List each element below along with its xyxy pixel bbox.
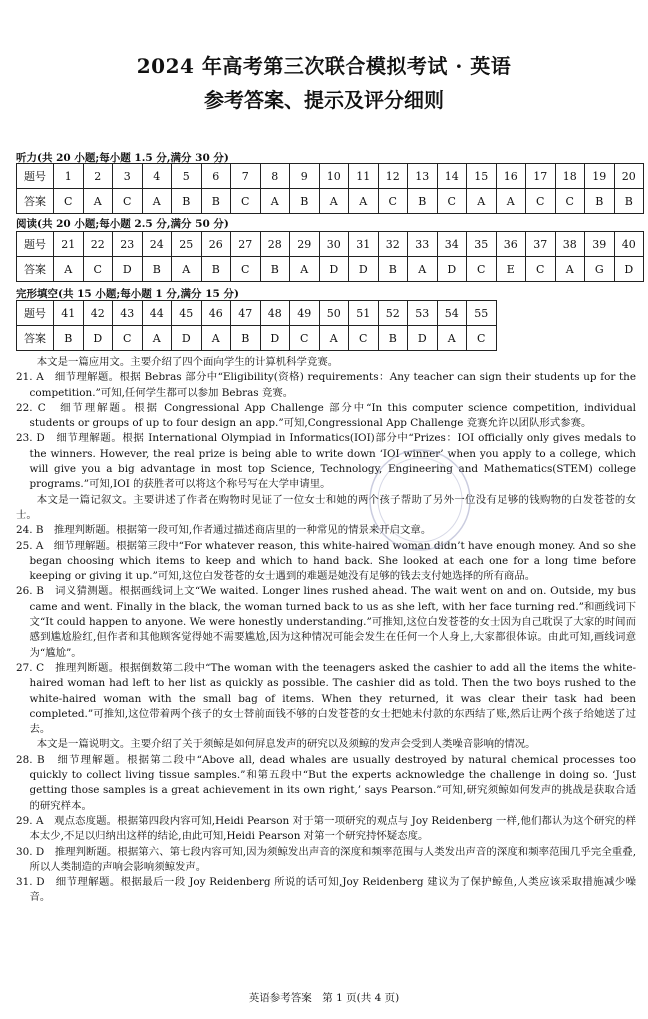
answer-cell: B: [142, 257, 172, 282]
answer-cell: C: [526, 257, 556, 282]
answer-cell: C: [467, 326, 497, 351]
answer-cell: A: [437, 326, 467, 351]
section-heading-reading: 阅读(共 20 小题;每小题 2.5 分,满分 50 分): [16, 218, 229, 230]
answer-cell: A: [555, 257, 585, 282]
question-number: 14: [437, 164, 467, 189]
answer-cell: B: [585, 189, 615, 214]
table-row: [17, 257, 644, 282]
watermark-stamp: [360, 440, 480, 560]
question-number: 20: [614, 164, 644, 189]
table-row: [17, 301, 497, 326]
document-title: 2024 年高考第三次联合模拟考试 · 英语: [136, 54, 512, 78]
answer-cell: G: [585, 257, 615, 282]
answer-cell: C: [555, 189, 585, 214]
question-number: 12: [378, 164, 408, 189]
answer-table-listening: [16, 163, 644, 214]
question-number: 42: [83, 301, 113, 326]
question-number: 49: [290, 301, 320, 326]
question-number: 46: [201, 301, 231, 326]
section-heading-cloze: 完形填空(共 15 小题;每小题 1 分,满分 15 分): [16, 288, 239, 300]
row-label: 答案: [17, 189, 54, 214]
question-number: 15: [467, 164, 497, 189]
question-number: 50: [319, 301, 349, 326]
question-number: 30: [319, 232, 349, 257]
question-number: 21: [54, 232, 84, 257]
answer-cell: D: [614, 257, 644, 282]
question-number: 9: [290, 164, 320, 189]
explanation-item: 31. D 细节理解题。根据最后一段 Joy Reidenberg 所说的话可知,Joy Reidenberg 建议为了保护鲸鱼,人类应该采取措施减少噪音。: [16, 876, 636, 904]
question-number: 18: [555, 164, 585, 189]
question-number: 8: [260, 164, 290, 189]
question-number: 31: [349, 232, 379, 257]
question-number: 29: [290, 232, 320, 257]
answer-cell: B: [378, 326, 408, 351]
answer-cell: B: [172, 189, 202, 214]
answer-cell: A: [142, 189, 172, 214]
answer-cell: B: [378, 257, 408, 282]
row-label: 题号: [17, 164, 54, 189]
answer-cell: B: [260, 257, 290, 282]
question-number: 26: [201, 232, 231, 257]
answer-cell: D: [83, 326, 113, 351]
question-number: 2: [83, 164, 113, 189]
question-number: 3: [113, 164, 143, 189]
explanation-item: 28. B 细节理解题。根据第二段中“Above all, dead whales are usually destroyed by natural chemical processes too quickly to collect living tissue samples.”和第五段中“But the experts acknowledge the challenge in doing so. ‘Just getting those samples is a great achievement in its own right,’ says Pearson.”可知,研究须鲸如何发声的挑战是获取合适的研究样本。: [16, 753, 636, 812]
answer-cell: B: [231, 326, 261, 351]
answer-cell: C: [54, 189, 84, 214]
answer-cell: D: [319, 257, 349, 282]
answer-cell: C: [526, 189, 556, 214]
question-number: 33: [408, 232, 438, 257]
answer-cell: B: [290, 189, 320, 214]
question-number: 22: [83, 232, 113, 257]
question-number: 45: [172, 301, 202, 326]
explanation-item: 23. D 细节理解题。根据 International Olympiad in Informatics(IOI)部分中“Prizes：IOI officially only gives medals to the winners. However, the real prize is being able to write down ‘IOI winner’ when you apply to a college, which will give you a big advantage in most top Science, Technology, Engineering and Mathematics(STEM) college programs.”可知,IOI 的获胜者可以将这个称号写在大学申请里。: [16, 432, 636, 491]
answer-cell: A: [172, 257, 202, 282]
question-number: 25: [172, 232, 202, 257]
question-number: 41: [54, 301, 84, 326]
answer-cell: C: [378, 189, 408, 214]
question-number: 51: [349, 301, 379, 326]
answer-cell: A: [290, 257, 320, 282]
question-number: 55: [467, 301, 497, 326]
question-number: 38: [555, 232, 585, 257]
question-number: 17: [526, 164, 556, 189]
question-number: 37: [526, 232, 556, 257]
explanations-body: [16, 355, 636, 906]
question-number: 40: [614, 232, 644, 257]
passage-summary: 本文是一篇记叙文。主要讲述了作者在购物时见证了一位女士和她的两个孩子帮助了另外一位没有足够的钱购物的白发苍苍的女士。: [16, 493, 636, 521]
answer-cell: A: [260, 189, 290, 214]
explanation-item: 21. A 细节理解题。根据 Bebras 部分中“Eligibility(资格) requirements：Any teacher can sign their students up for the competition.”可知,任何学生都可以参加 Bebras 竞赛。: [16, 371, 636, 399]
answer-cell: A: [54, 257, 84, 282]
question-number: 11: [349, 164, 379, 189]
question-number: 1: [54, 164, 84, 189]
answer-cell: E: [496, 257, 526, 282]
question-number: 27: [231, 232, 261, 257]
question-number: 53: [408, 301, 438, 326]
explanation-item: 25. A 细节理解题。根据第三段中“For whatever reason, this white-haired woman didn’t have enough money. And so she began choosing which items to keep and which to hand back. She looked at each one for a long time before keeping or giving it up.”可知,这位白发苍苍的女士遇到的难题是她没有足够的钱去支付她选择的所有商品。: [16, 539, 636, 583]
question-number: 32: [378, 232, 408, 257]
answer-cell: A: [319, 189, 349, 214]
answer-cell: C: [437, 189, 467, 214]
row-label: 题号: [17, 301, 54, 326]
question-number: 7: [231, 164, 261, 189]
answer-cell: C: [290, 326, 320, 351]
explanation-item: 22. C 细节理解题。根据 Congressional App Challenge 部分中“In this computer science competition, individual students or groups of up to four design an app.”可知,Congressional App Challenge 竞赛允许以团队形式参赛。: [16, 401, 636, 430]
answer-cell: A: [349, 189, 379, 214]
table-row: [17, 164, 644, 189]
answer-cell: D: [113, 257, 143, 282]
question-number: 4: [142, 164, 172, 189]
row-label: 答案: [17, 257, 54, 282]
question-number: 47: [231, 301, 261, 326]
question-number: 16: [496, 164, 526, 189]
question-number: 44: [142, 301, 172, 326]
answer-cell: D: [172, 326, 202, 351]
answer-cell: D: [408, 326, 438, 351]
answer-cell: C: [231, 189, 261, 214]
answer-cell: C: [83, 257, 113, 282]
answer-cell: A: [467, 189, 497, 214]
answer-cell: B: [614, 189, 644, 214]
answer-cell: B: [54, 326, 84, 351]
table-row: [17, 189, 644, 214]
table-row: [17, 232, 644, 257]
table-row: [17, 326, 497, 351]
question-number: 23: [113, 232, 143, 257]
answer-table-reading: [16, 231, 644, 282]
question-number: 10: [319, 164, 349, 189]
row-label: 题号: [17, 232, 54, 257]
section-heading-listening: 听力(共 20 小题;每小题 1.5 分,满分 30 分): [16, 152, 229, 164]
question-number: 36: [496, 232, 526, 257]
question-number: 13: [408, 164, 438, 189]
answer-cell: B: [201, 257, 231, 282]
page-footer: 英语参考答案 第 1 页(共 4 页): [248, 992, 400, 1004]
answer-cell: A: [83, 189, 113, 214]
answer-cell: D: [260, 326, 290, 351]
question-number: 39: [585, 232, 615, 257]
answer-cell: D: [349, 257, 379, 282]
question-number: 35: [467, 232, 497, 257]
answer-cell: C: [349, 326, 379, 351]
answer-cell: A: [408, 257, 438, 282]
question-number: 5: [172, 164, 202, 189]
explanation-item: 30. D 推理判断题。根据第六、第七段内容可知,因为须鲸发出声音的深度和频率范围与人类发出声音的深度和频率范围几乎完全重叠,所以人类制造的声响会影响须鲸发声。: [16, 845, 636, 873]
question-number: 24: [142, 232, 172, 257]
answer-cell: B: [201, 189, 231, 214]
answer-cell: D: [437, 257, 467, 282]
question-number: 48: [260, 301, 290, 326]
question-number: 6: [201, 164, 231, 189]
answer-table-cloze: [16, 300, 497, 351]
explanation-item: 24. B 推理判断题。根据第一段可知,作者通过描述商店里的一种常见的情景来开启文章。: [16, 524, 432, 537]
answer-cell: A: [319, 326, 349, 351]
question-number: 19: [585, 164, 615, 189]
question-number: 28: [260, 232, 290, 257]
passage-summary: 本文是一篇应用文。主要介绍了四个面向学生的计算机科学竞赛。: [36, 356, 339, 368]
question-number: 54: [437, 301, 467, 326]
answer-cell: C: [467, 257, 497, 282]
question-number: 43: [113, 301, 143, 326]
document-subtitle: 参考答案、提示及评分细则: [204, 88, 444, 112]
answer-cell: C: [113, 189, 143, 214]
answer-cell: A: [201, 326, 231, 351]
question-number: 52: [378, 301, 408, 326]
passage-summary: 本文是一篇说明文。主要介绍了关于须鲸是如何屏息发声的研究以及须鲸的发声会受到人类噪音影响的情况。: [36, 738, 536, 751]
answer-cell: C: [231, 257, 261, 282]
row-label: 答案: [17, 326, 54, 351]
explanation-item: 29. A 观点态度题。根据第四段内容可知,Heidi Pearson 对于第一项研究的观点与 Joy Reidenberg 一样,他们都认为这个研究的样本太少,不足以归纳出这样的结论,由此可知,Heidi Pearson 对第一个研究持怀疑态度。: [16, 814, 636, 843]
question-number: 34: [437, 232, 467, 257]
answer-cell: C: [113, 326, 143, 351]
explanation-item: 26. B 词义猜测题。根据画线词上文“We waited. Longer lines rushed ahead. The wait went on and on. Outside, my bus came and went. Finally in the black, the woman turned back to us as she left, with her face turning red.”和画线词下文“It could happen to anyone. We were honestly understanding.”可推知,这位白发苍苍的女士因为自己耽误了大家的时间而感到尴尬脸红,但作者和其他顾客觉得她不需要尴尬,因为这种情况可能会发生在任何一个人身上,大家都很体谅。由此可知,画线词意为“尴尬”。: [16, 585, 636, 659]
answer-cell: A: [142, 326, 172, 351]
explanation-item: 27. C 推理判断题。根据倒数第二段中“The woman with the teenagers asked the cashier to add all the items the white-haired woman had left to her list as quickly as possible. The cashier did as told. Then the two boys rushed to the white-haired woman with the small bag of items. When they returned, it was clear their task had been completed.”可推知,这位带着两个孩子的女士替前面钱不够的白发苍苍的女士把她未付款的东西结了账,然后让两个孩子给她送了过去。: [16, 661, 636, 736]
answer-cell: B: [408, 189, 438, 214]
answer-cell: A: [496, 189, 526, 214]
